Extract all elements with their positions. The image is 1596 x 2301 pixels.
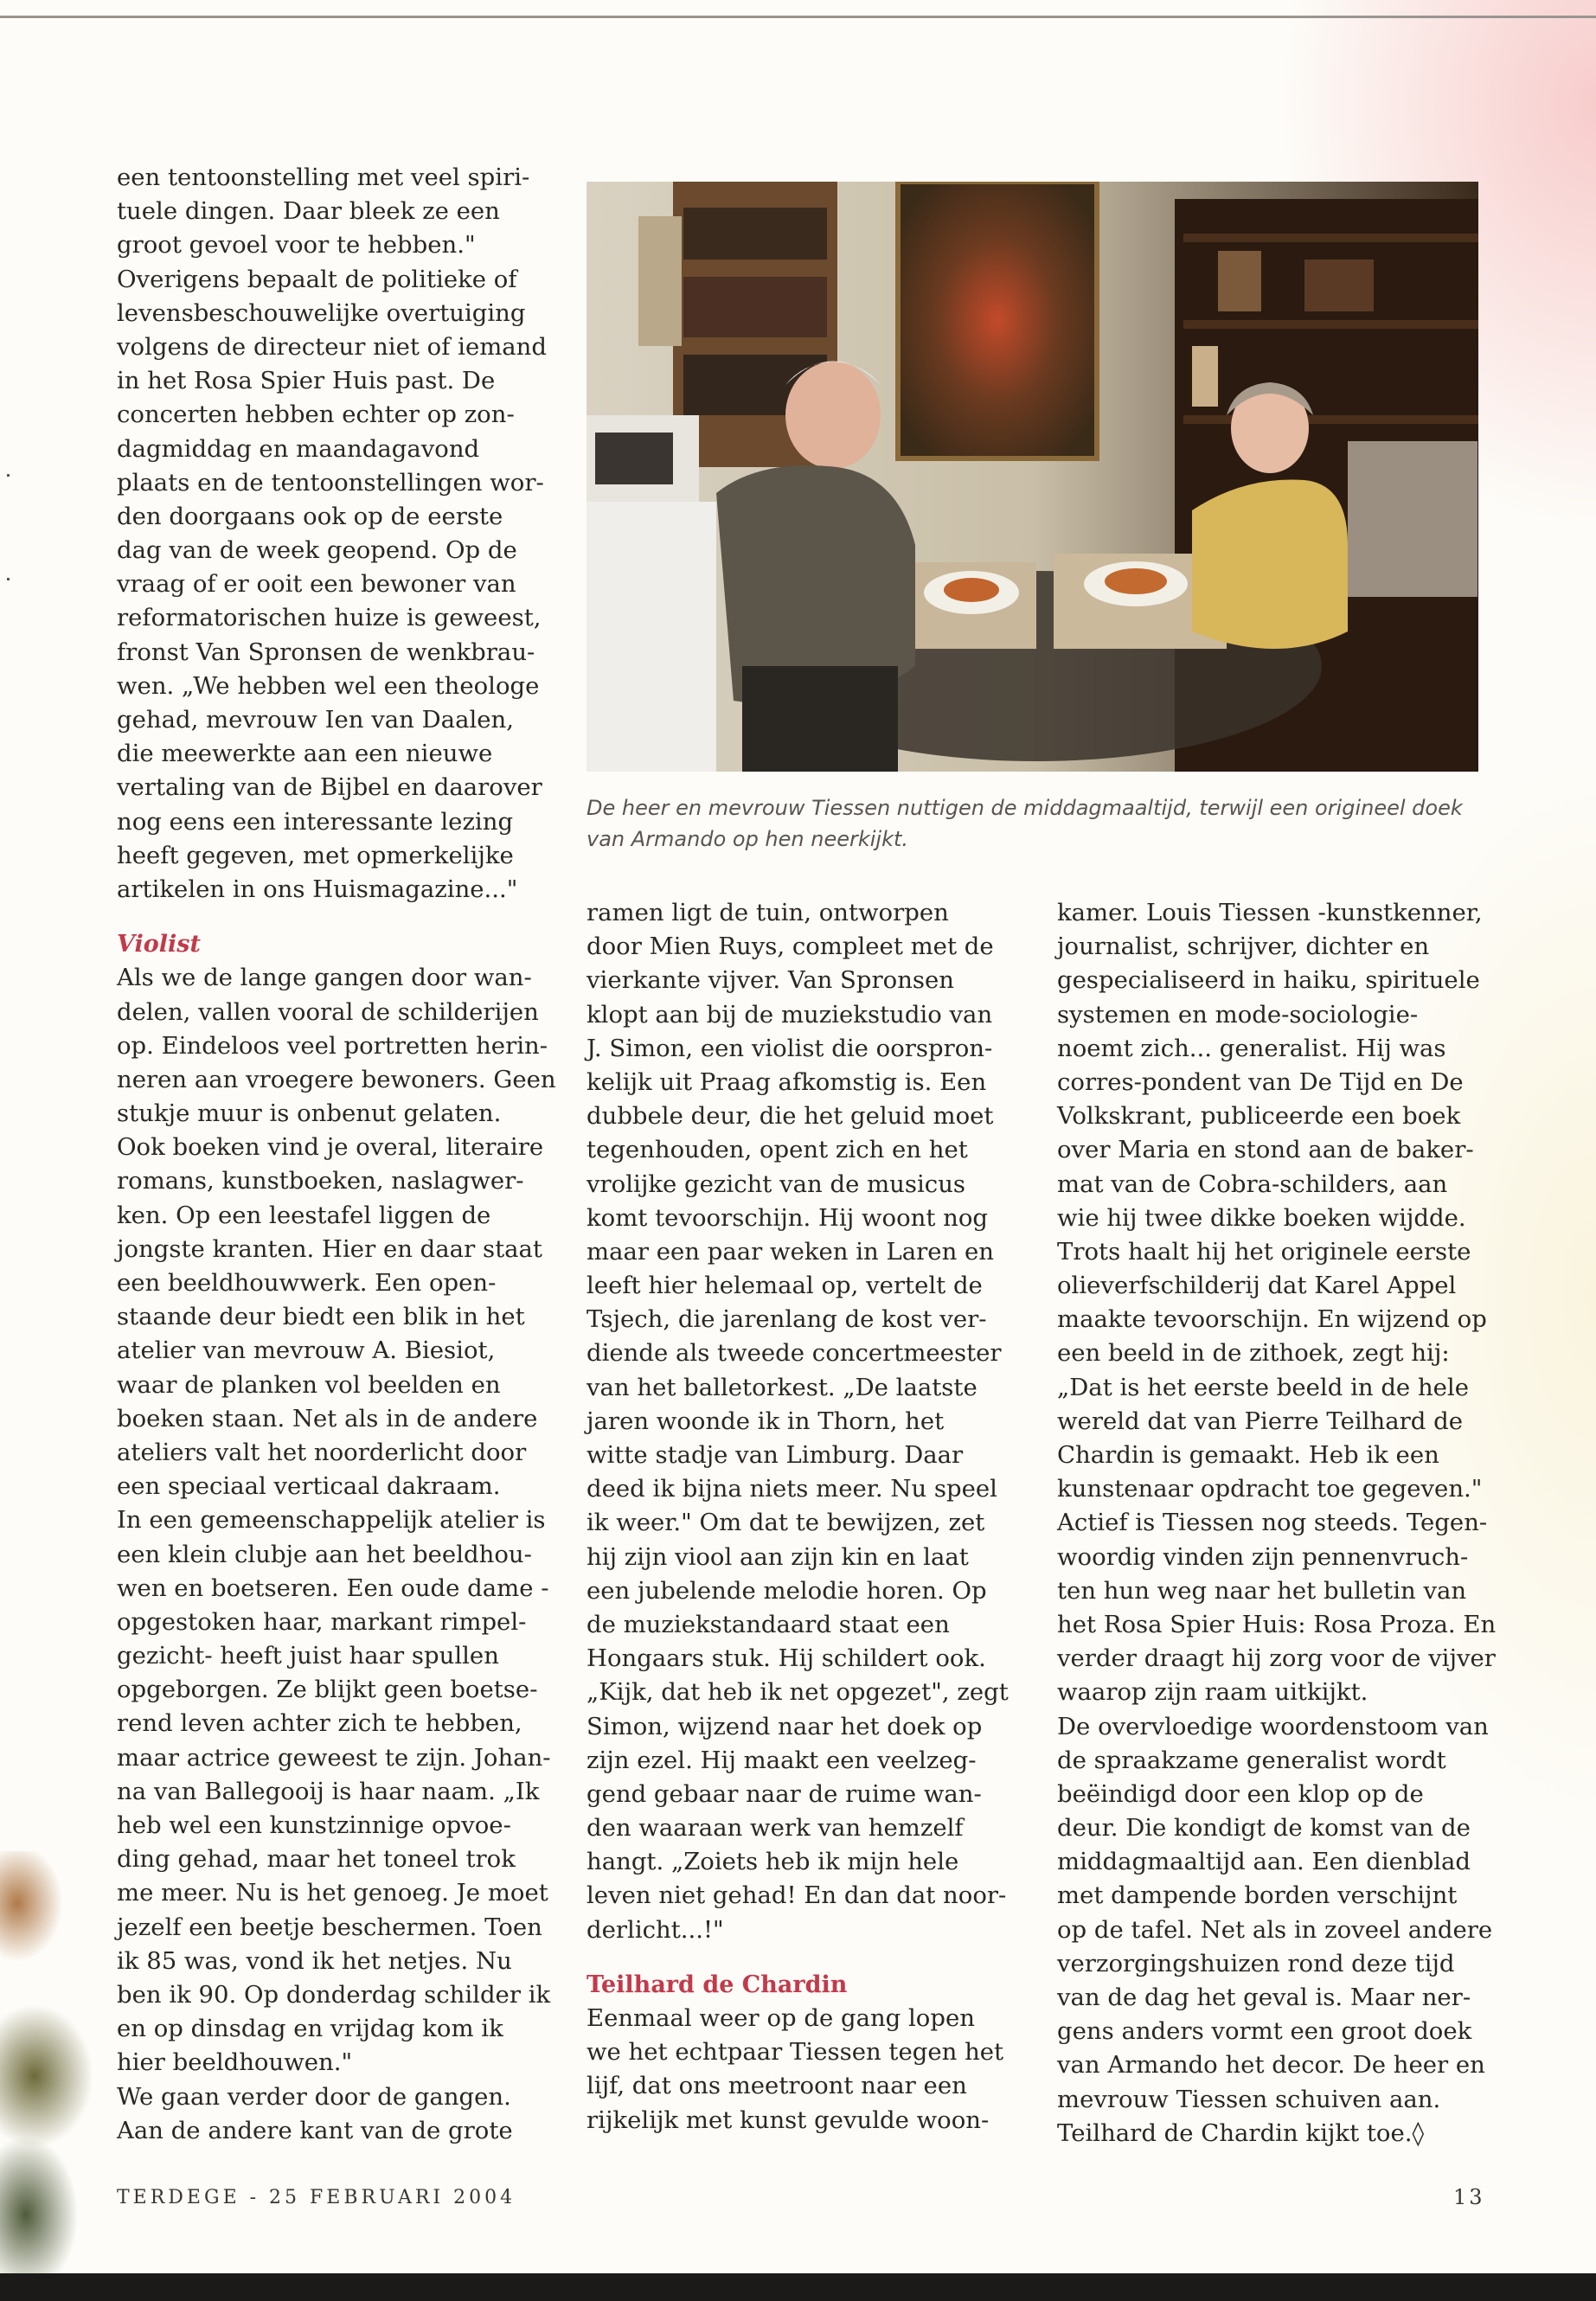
text-line: maakte tevoorschijn. En wijzend op bbox=[1057, 1305, 1487, 1334]
text-line: leven niet gehad! En dan dat noor- bbox=[586, 1881, 1007, 1910]
column-1-section-violist bbox=[117, 961, 556, 2148]
text-line: Aan de andere kant van de grote bbox=[117, 2116, 513, 2144]
text-line: ik 85 was, vond ik het netjes. Nu bbox=[117, 1946, 512, 1975]
text-line: vraag of er ooit een bewoner van bbox=[117, 570, 516, 599]
text-line: mat van de Cobra-schilders, aan bbox=[1057, 1170, 1448, 1198]
text-line: verzorgingshuizen rond deze tijd bbox=[1057, 1949, 1455, 1977]
text-line: wie hij twee dikke boeken wijdde. bbox=[1057, 1203, 1466, 1232]
text-line: wen en boetseren. Een oude dame - bbox=[117, 1574, 549, 1602]
text-line: gezicht- heeft juist haar spullen bbox=[117, 1642, 499, 1670]
text-line: romans, kunstboeken, naslagwer- bbox=[117, 1167, 524, 1195]
text-line: gespecialiseerd in haiku, spirituele bbox=[1057, 966, 1480, 995]
text-line: derlicht...!" bbox=[586, 1915, 724, 1944]
text-line: ten hun weg naar het bulletin van bbox=[1057, 1576, 1467, 1605]
text-line: Ook boeken vind je overal, literaire bbox=[117, 1133, 544, 1162]
text-line: Eenmaal weer op de gang lopen bbox=[586, 2004, 975, 2032]
text-line: noemt zich... generalist. Hij was bbox=[1057, 1034, 1446, 1062]
text-line: journalist, schrijver, dichter en bbox=[1057, 933, 1430, 961]
text-line: groot gevoel voor te hebben." bbox=[117, 231, 476, 260]
text-line: rijkelijk met kunst gevulde woon- bbox=[586, 2106, 990, 2134]
text-line: De overvloedige woordenstoom van bbox=[1057, 1712, 1489, 1740]
page-number: 13 bbox=[1453, 2185, 1485, 2209]
text-line: ken. Op een leestafel liggen de bbox=[117, 1201, 491, 1229]
footer-publication-date: TERDEGE - 25 FEBRUARI 2004 bbox=[117, 2187, 516, 2208]
text-line: ik weer." Om dat te bewijzen, zet bbox=[586, 1509, 985, 1537]
text-line: volgens de directeur niet of iemand bbox=[117, 332, 548, 361]
text-line: boeken staan. Net als in de andere bbox=[117, 1404, 538, 1433]
column-2-section-teilhard bbox=[586, 2002, 1019, 2138]
text-line: klopt aan bij de muziekstudio van bbox=[586, 1000, 993, 1029]
text-line: me meer. Nu is het genoeg. Je moet bbox=[117, 1879, 548, 1907]
text-line: dubbele deur, die het geluid moet bbox=[586, 1102, 994, 1131]
text-line: beëindigd door een klop op de bbox=[1057, 1779, 1424, 1808]
text-line: dag van de week geopend. Op de bbox=[117, 536, 517, 565]
text-line: olieverfschilderij dat Karel Appel bbox=[1057, 1272, 1457, 1300]
text-line: artikelen in ons Huismagazine..." bbox=[117, 875, 518, 903]
text-line: Hongaars stuk. Hij schildert ook. bbox=[586, 1644, 986, 1673]
text-line: gehad, mevrouw Ien van Daalen, bbox=[117, 706, 514, 734]
text-line: atelier van mevrouw A. Biesiot, bbox=[117, 1336, 496, 1365]
text-line: wereld dat van Pierre Teilhard de bbox=[1057, 1407, 1463, 1435]
text-line: concerten hebben echter op zon- bbox=[117, 401, 515, 429]
text-line: op. Eindeloos veel portretten herin- bbox=[117, 1031, 548, 1060]
text-line: ramen ligt de tuin, ontworpen bbox=[586, 899, 949, 926]
text-line: jaren woonde ik in Thorn, het bbox=[586, 1407, 945, 1435]
text-line: den waaraan werk van hemzelf bbox=[586, 1814, 964, 1843]
text-line: opgestoken haar, markant rimpel- bbox=[117, 1607, 527, 1636]
text-line: rend leven achter zich te hebben, bbox=[117, 1709, 522, 1738]
text-line: Volkskrant, publiceerde een boek bbox=[1057, 1102, 1461, 1131]
photo-tiessen-couple-dining bbox=[586, 182, 1478, 772]
text-line: J. Simon, een violist die oorspron- bbox=[586, 1034, 993, 1062]
text-line: nog eens een interessante lezing bbox=[117, 807, 514, 836]
text-line: heeft gegeven, met opmerkelijke bbox=[117, 841, 514, 869]
text-line: „Dat is het eerste beeld in de hele bbox=[1057, 1373, 1469, 1401]
text-line: de spraakzame generalist wordt bbox=[1057, 1746, 1446, 1774]
text-line: corres-pondent van De Tijd en De bbox=[1057, 1067, 1464, 1096]
text-line: maar een paar weken in Laren en bbox=[586, 1237, 995, 1266]
text-line: in het Rosa Spier Huis past. De bbox=[117, 367, 496, 395]
text-line: deur. Die kondigt de komst van de bbox=[1057, 1814, 1471, 1843]
text-line: systemen en mode-sociologie- bbox=[1057, 1000, 1419, 1029]
text-line: Chardin is gemaakt. Heb ik een bbox=[1057, 1441, 1439, 1469]
text-line: deed ik bijna niets meer. Nu speel bbox=[586, 1475, 997, 1503]
edge-mark bbox=[7, 474, 10, 477]
text-line: van het balletorkest. „De laatste bbox=[586, 1373, 977, 1401]
text-line: vrolijke gezicht van de musicus bbox=[586, 1170, 966, 1198]
photo-caption bbox=[586, 792, 1486, 855]
text-line: met dampende borden verschijnt bbox=[1057, 1881, 1458, 1910]
text-line: staande deur biedt een blik in het bbox=[117, 1303, 525, 1331]
text-line: kunstenaar opdracht toe gegeven." bbox=[1057, 1475, 1483, 1503]
text-line: een tentoonstelling met veel spiri- bbox=[117, 163, 530, 191]
text-line: gens anders vormt een groot doek bbox=[1057, 2017, 1472, 2046]
text-line: We gaan verder door de gangen. bbox=[117, 2082, 511, 2111]
text-line: van de dag het geval is. Maar ner- bbox=[1057, 1984, 1471, 2011]
text-line: hangt. „Zoiets heb ik mijn hele bbox=[586, 1848, 959, 1876]
text-line: zijn ezel. Hij maakt een veelzeg- bbox=[586, 1746, 977, 1774]
text-line: In een gemeenschappelijk atelier is bbox=[117, 1506, 546, 1535]
text-line: die meewerkte aan een nieuwe bbox=[117, 740, 493, 768]
edge-mark bbox=[7, 578, 10, 580]
text-line: het Rosa Spier Huis: Rosa Proza. En bbox=[1057, 1610, 1497, 1638]
text-line: diende als tweede concertmeester bbox=[586, 1339, 1002, 1368]
subhead-teilhard-de-chardin: Teilhard de Chardin bbox=[586, 1971, 848, 1998]
top-rule bbox=[0, 16, 1596, 18]
text-line: wen. „We hebben wel een theologe bbox=[117, 671, 540, 700]
text-line: verder draagt hij zorg voor de vijver bbox=[1057, 1644, 1496, 1673]
text-line: een beeld in de zithoek, zegt hij: bbox=[1057, 1339, 1450, 1368]
bottom-bar bbox=[0, 2273, 1596, 2301]
text-line: en op dinsdag en vrijdag kom ik bbox=[117, 2015, 503, 2043]
article-column-1 bbox=[117, 161, 556, 2148]
column-2-paragraph bbox=[586, 896, 1019, 1947]
text-line: leeft hier helemaal op, vertelt de bbox=[586, 1272, 983, 1300]
text-line: kelijk uit Praag afkomstig is. Een bbox=[586, 1067, 987, 1096]
text-line: Teilhard de Chardin kijkt toe.◊ bbox=[1057, 2118, 1425, 2147]
text-line: fronst Van Spronsen de wenkbrau- bbox=[117, 638, 535, 666]
text-line: van Armando het decor. De heer en bbox=[1057, 2051, 1485, 2080]
text-line: witte stadje van Limburg. Daar bbox=[586, 1441, 964, 1469]
text-line: opgeborgen. Ze blijkt geen boetse- bbox=[117, 1676, 538, 1704]
text-line: heb wel een kunstzinnige opvoe- bbox=[117, 1811, 511, 1839]
article-column-3 bbox=[1057, 896, 1497, 2150]
article-column-2 bbox=[586, 896, 1019, 2138]
text-line: de muziekstandaard staat een bbox=[586, 1610, 950, 1638]
text-line: Trots haalt hij het originele eerste bbox=[1057, 1237, 1471, 1266]
text-line: vierkante vijver. Van Spronsen bbox=[586, 966, 955, 995]
text-line: delen, vallen vooral de schilderijen bbox=[117, 997, 539, 1026]
text-line: we het echtpaar Tiessen tegen het bbox=[586, 2038, 1004, 2067]
text-line: Als we de lange gangen door wan- bbox=[117, 964, 532, 992]
corner-decoration bbox=[0, 1851, 104, 2273]
photo-illustration bbox=[586, 182, 1478, 772]
text-line: plaats en de tentoonstellingen wor- bbox=[117, 468, 544, 497]
text-line: stukje muur is onbenut gelaten. bbox=[117, 1099, 502, 1128]
column-1-paragraph bbox=[117, 161, 549, 907]
text-line: lijf, dat ons meetroont naar een bbox=[586, 2072, 967, 2100]
text-line: een speciaal verticaal dakraam. bbox=[117, 1472, 501, 1501]
text-line: ateliers valt het noorderlicht door bbox=[117, 1438, 527, 1466]
subhead-violist: Violist bbox=[117, 931, 201, 958]
text-line: „Kijk, dat heb ik net opgezet", zegt bbox=[586, 1678, 1009, 1707]
text-line: een beeldhouwwerk. Een open- bbox=[117, 1269, 497, 1297]
text-line: tuele dingen. Daar bleek ze een bbox=[117, 197, 500, 226]
text-line: ben ik 90. Op donderdag schilder ik bbox=[117, 1980, 551, 2009]
text-line: een jubelende melodie horen. Op bbox=[586, 1576, 987, 1605]
text-line: middagmaaltijd aan. Een dienblad bbox=[1057, 1848, 1471, 1876]
text-line: komt tevoorschijn. Hij woont nog bbox=[586, 1203, 989, 1232]
text-line: een klein clubje aan het beeldhou- bbox=[117, 1540, 532, 1568]
text-line: levensbeschouwelijke overtuiging bbox=[117, 298, 526, 327]
caption-line: van Armando op hen neerkijkt. bbox=[586, 827, 909, 851]
text-line: jongste kranten. Hier en daar staat bbox=[117, 1234, 542, 1263]
text-line: woordig vinden zijn pennenvruch- bbox=[1057, 1542, 1469, 1571]
text-line: den doorgaans ook op de eerste bbox=[117, 502, 503, 530]
text-line: gend gebaar naar de ruime wan- bbox=[586, 1779, 982, 1808]
text-line: tegenhouden, opent zich en het bbox=[586, 1136, 968, 1164]
text-line: Actief is Tiessen nog steeds. Tegen- bbox=[1057, 1509, 1488, 1537]
text-line: Tsjech, die jarenlang de kost ver- bbox=[586, 1305, 987, 1334]
text-line: dagmiddag en maandagavond bbox=[117, 434, 480, 463]
text-line: Overigens bepaalt de politieke of bbox=[117, 265, 517, 293]
text-line: Simon, wijzend naar het doek op bbox=[586, 1712, 983, 1740]
text-line: over Maria en stond aan de baker- bbox=[1057, 1136, 1474, 1164]
text-line: na van Ballegooij is haar naam. „Ik bbox=[117, 1777, 540, 1805]
text-line: maar actrice geweest te zijn. Johan- bbox=[117, 1743, 551, 1772]
text-line: waar de planken vol beelden en bbox=[117, 1370, 501, 1399]
text-line: kamer. Louis Tiessen -kunstkenner, bbox=[1057, 899, 1483, 926]
text-line: mevrouw Tiessen schuiven aan. bbox=[1057, 2085, 1441, 2113]
caption-line: De heer en mevrouw Tiessen nuttigen de middagmaaltijd, terwijl een origineel doek bbox=[586, 796, 1463, 820]
text-line: door Mien Ruys, compleet met de bbox=[586, 933, 994, 961]
text-line: hier beeldhouwen." bbox=[117, 2048, 353, 2077]
text-line: reformatorischen huize is geweest, bbox=[117, 604, 542, 632]
text-line: ding gehad, maar het toneel trok bbox=[117, 1845, 516, 1874]
text-line: vertaling van de Bijbel en daarover bbox=[117, 773, 542, 802]
text-line: neren aan vroegere bewoners. Geen bbox=[117, 1065, 556, 1093]
text-line: op de tafel. Net als in zoveel andere bbox=[1057, 1915, 1493, 1944]
text-line: hij zijn viool aan zijn kin en laat bbox=[586, 1542, 969, 1571]
text-line: waarop zijn raam uitkijkt. bbox=[1057, 1678, 1368, 1707]
text-line: jezelf een beetje beschermen. Toen bbox=[117, 1913, 542, 1941]
